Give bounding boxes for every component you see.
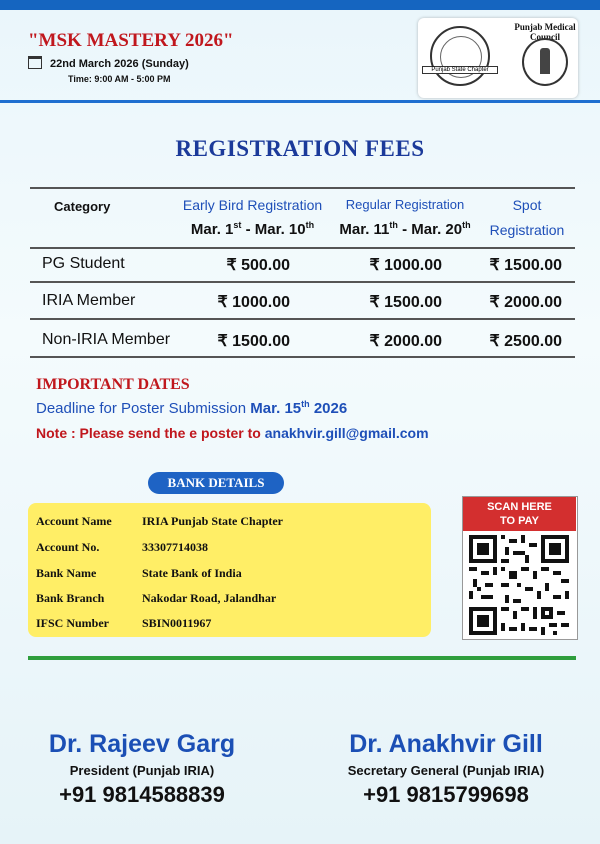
contact-phone: +91 9814588839 (59, 782, 225, 807)
important-dates-title: IMPORTANT DATES (36, 376, 190, 393)
contact-card (316, 730, 576, 808)
calendar-icon (28, 56, 42, 69)
row-spot: ₹ 2000.00 (489, 294, 562, 311)
contact-card (12, 730, 272, 808)
qr-label: SCAN HERE TO PAY (463, 497, 576, 531)
category-header: Category (54, 199, 111, 214)
spot-header-line2: Registration (489, 222, 565, 238)
row-regular: ₹ 2000.00 (369, 333, 442, 350)
contact-phone: +91 9815799698 (363, 782, 529, 807)
row-category: IRIA Member (42, 292, 136, 309)
table-rule (30, 187, 575, 189)
regular-dates: Mar. 11th - Mar. 20th (339, 220, 471, 238)
bank-details-title: BANK DETAILS (148, 472, 284, 494)
email-link[interactable]: anakhvir.gill@gmail.com (264, 425, 429, 441)
pmc-seal-caption: Punjab Medical Council (514, 22, 576, 42)
row-early: ₹ 1000.00 (217, 294, 290, 311)
footer-divider (28, 656, 576, 660)
event-title: "MSK MASTERY 2026" (28, 30, 234, 51)
qr-code-icon[interactable] (469, 535, 569, 635)
fees-title: REGISTRATION FEES (175, 136, 425, 161)
spot-header-line1: Spot (512, 197, 542, 213)
contact-role: President (Punjab IRIA) (69, 763, 215, 778)
row-early: ₹ 1500.00 (217, 333, 290, 350)
contact-name: Dr. Anakhvir Gill (349, 730, 543, 758)
row-regular: ₹ 1000.00 (369, 257, 442, 274)
row-regular: ₹ 1500.00 (369, 294, 442, 311)
contact-role: Secretary General (Punjab IRIA) (347, 763, 545, 778)
iria-seal-caption: Punjab State Chapter (422, 66, 498, 74)
event-date: 22nd March 2026 (Sunday) (50, 58, 189, 70)
row-early: ₹ 500.00 (226, 257, 290, 274)
early-bird-header: Early Bird Registration (182, 197, 323, 213)
deadline-line: Deadline for Poster Submission Mar. 15th 2026 (36, 399, 348, 417)
qr-panel (462, 496, 578, 640)
table-rule (30, 318, 575, 320)
fees-table (30, 187, 575, 357)
row-spot: ₹ 1500.00 (489, 257, 562, 274)
note-line: Note : Please send the e poster to anakhvir.gill@gmail.com (36, 425, 429, 441)
top-bar (0, 0, 600, 10)
event-time: Time: 9:00 AM - 5:00 PM (68, 74, 171, 84)
header-divider (0, 100, 600, 103)
row-category: Non-IRIA Member (42, 331, 171, 348)
iria-seal-icon (430, 26, 490, 86)
contact-name: Dr. Rajeev Garg (48, 730, 236, 758)
pmc-seal-icon (522, 38, 568, 86)
regular-header: Regular Registration (345, 197, 465, 212)
bank-details-box: Account Name IRIA Punjab State Chapter Account No. 33307714038 Bank Name State Bank of India Bank Branch Nakodar Road, Jalandhar IFSC Number SBIN0011967 (28, 503, 431, 637)
row-category: PG Student (42, 255, 125, 272)
row-spot: ₹ 2500.00 (489, 333, 562, 350)
table-rule (30, 247, 575, 249)
table-rule (30, 356, 575, 358)
logos-panel (418, 18, 578, 98)
early-bird-dates: Mar. 1st - Mar. 10th (190, 220, 315, 238)
table-rule (30, 281, 575, 283)
